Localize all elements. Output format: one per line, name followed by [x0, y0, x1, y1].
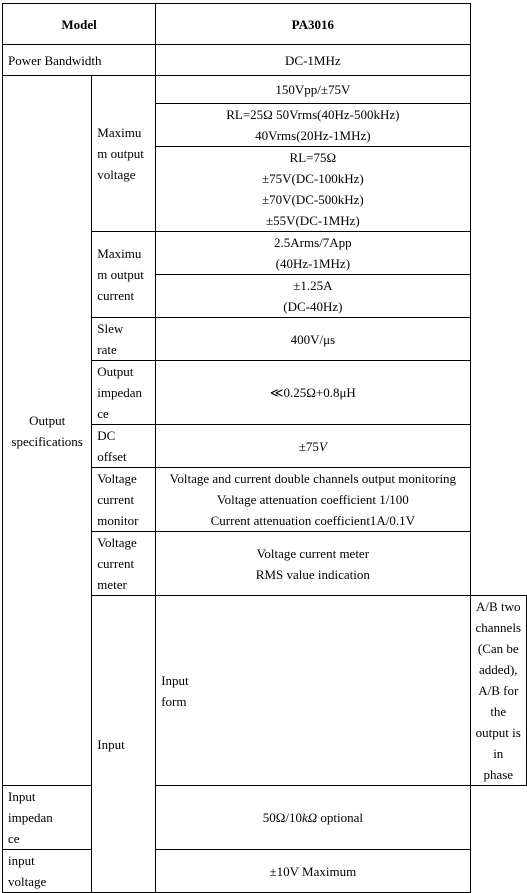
max-current-value-2: ±1.25A (DC-40Hz): [156, 275, 470, 318]
specification-table: [2, 3, 527, 893]
slew-rate-label: Slew rate: [92, 318, 156, 361]
slew-rate-value: 400V/μs: [156, 318, 470, 361]
input-label: Input: [92, 596, 156, 893]
max-voltage-value-2: RL=25Ω 50Vrms(40Hz-500kHz) 40Vrms(20Hz-1MHz): [156, 104, 470, 147]
max-voltage-value-1: 150Vpp/±75V: [156, 76, 470, 104]
output-impedance-value: ≪0.25Ω+0.8μH: [156, 361, 470, 425]
max-current-value-1: 2.5Arms/7App (40Hz-1MHz): [156, 232, 470, 275]
input-voltage-label: input voltage: [3, 850, 92, 893]
input-impedance-value: 50Ω/10kΩ optional: [156, 786, 470, 850]
power-bandwidth-value: DC-1MHz: [156, 45, 470, 76]
vc-meter-label: Voltage current meter: [92, 532, 156, 596]
output-specifications-label: Output specifications: [3, 76, 92, 786]
table-row: [3, 786, 527, 850]
table-row: [3, 4, 527, 45]
power-bandwidth-label: Power Bandwidth: [3, 45, 156, 76]
vc-monitor-label: Voltage current monitor: [92, 468, 156, 532]
input-impedance-label: Input impedan ce: [3, 786, 92, 850]
max-output-current-label: Maximu m output current: [92, 232, 156, 318]
dc-offset-label: DC offset: [92, 425, 156, 468]
table-row: [3, 850, 527, 893]
dc-offset-value: ±75V: [156, 425, 470, 468]
max-voltage-value-3: RL=75Ω ±75V(DC-100kHz) ±70V(DC-500kHz) ±55V(DC-1MHz): [156, 147, 470, 232]
vc-monitor-value: Voltage and current double channels output monitoring Voltage attenuation coefficient 1/100 Current attenuation coefficient1A/0.1V: [156, 468, 470, 532]
max-output-voltage-label: Maximu m output voltage: [92, 76, 156, 232]
input-form-label: Input form: [156, 596, 470, 786]
input-voltage-value: ±10V Maximum: [156, 850, 470, 893]
output-impedance-label: Output impedan ce: [92, 361, 156, 425]
vc-meter-value: Voltage current meter RMS value indication: [156, 532, 470, 596]
table-row: [3, 76, 527, 104]
input-form-value: A/B two channels (Can be added), A/B for the output is in phase: [470, 596, 526, 786]
table-row: [3, 45, 527, 76]
model-value: PA3016: [156, 4, 470, 45]
model-label: Model: [3, 4, 156, 45]
